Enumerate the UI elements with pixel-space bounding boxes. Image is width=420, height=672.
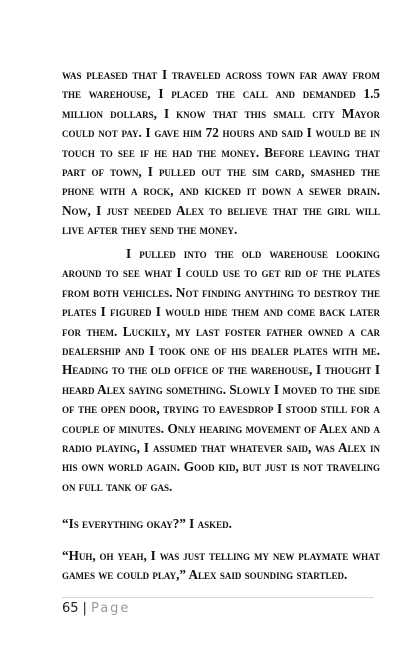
paragraph-1: was pleased that I traveled across town far away from the warehouse, I placed the call and demanded 1.5 million dollars, I know that this small city Mayor could not pay. I gave him 72 hours and said I would be in touch to see if he had the money. Before leaving that part of town, I pulled out the sim card, smashed the phone with a rock, and kicked it down a sewer drain. Now, I just needed Alex to believe that the girl will live after they send the money. bbox=[62, 67, 380, 238]
paragraph-4: “Huh, oh yeah, I was just telling my new playmate what games we could play,” Alex said sounding startled. bbox=[62, 548, 380, 583]
paragraph-3: “Is everything okay?” I asked. bbox=[62, 516, 232, 531]
page-number: 65 bbox=[62, 601, 79, 616]
page-footer bbox=[62, 597, 374, 622]
page-label: Page bbox=[90, 601, 131, 616]
footer-separator: | bbox=[82, 601, 87, 616]
paragraph-2: I pulled into the old warehouse looking around to see what I could use to get rid of the plates from both vehicles. Not finding anything to destroy the plates I figured I would hide them and come back later for them. Luckily, my last foster father owned a car dealership and I took one of his dealer plates with me. Heading to the old office of the warehouse, I thought I heard Alex saying something. Slowly I moved to the side of the open door, trying to eavesdrop I stood still for a couple of minutes. Only hearing movement of Alex and a radio playing, I assumed that whatever said, was Alex in his own world again. Good kid, but just is not traveling on full tank of gas. bbox=[62, 246, 380, 494]
